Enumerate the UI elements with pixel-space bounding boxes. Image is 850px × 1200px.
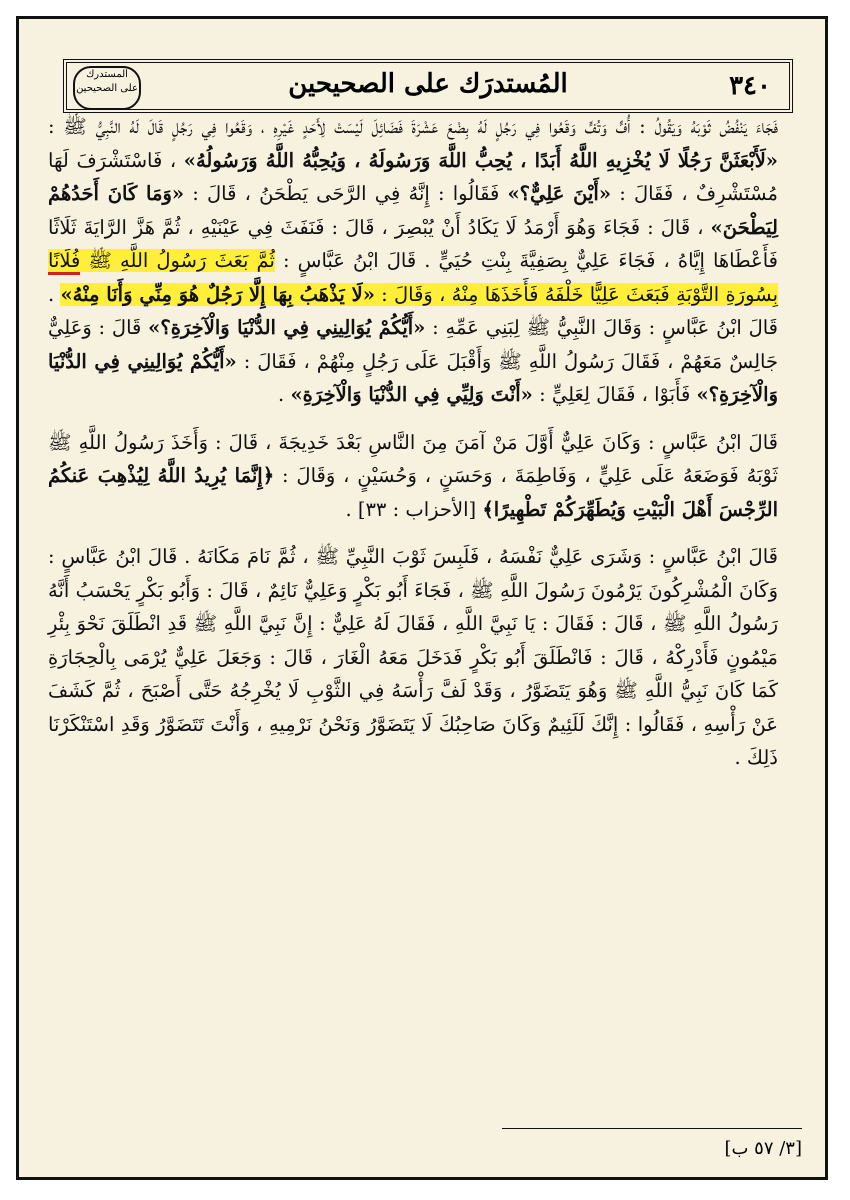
text-span: ، قَالَ : فَجَاءَ وَهُوَ أَرْمَدُ لَا يَكَادُ أَنْ يُبْصِرَ ، قَالَ : فَنَفَثَ فِي عَيْنَيْهِ ، ثُمَّ هَزَّ الرَّايَةَ ثَلَاثًا فَأَعْطَاهَا إِيَّاهُ ، فَجَاءَ عَلِيٌّ بِصَفِيَّةَ بِنْتِ حُيَيٍّ . قَالَ ابْنُ عَبَّاسٍ : — [48, 215, 779, 272]
page-number: ٣٤٠ — [729, 71, 771, 101]
text-span: [الأحزاب : ٣٣] . — [345, 497, 483, 521]
text-span: قَالَ : وَعَلِيٌّ جَالِسٌ مَعَهُمْ ، فَقَالَ رَسُولُ اللَّهِ ﷺ وَأَقْبَلَ عَلَى رَجُلٍ مِنْهُمْ ، فَقَالَ : — [48, 316, 779, 373]
paragraph-3 — [48, 540, 778, 775]
hadith-quote: «وَمَا كَانَ أَحَدُهُمْ لِيَطْحَنَ» — [48, 182, 778, 239]
highlight-text: ثُمَّ بَعَثَ رَسُولُ اللَّهِ ﷺ — [80, 249, 275, 272]
text-span: فَأَبَوْا ، فَقَالَ لِعَلِيٍّ : — [532, 383, 697, 406]
paragraph-1 — [48, 110, 778, 412]
logo-line-2: على الصحيحين — [76, 83, 138, 94]
highlight-text: بِسُورَةِ التَّوْبَةِ فَبَعَثَ عَلِيًّا خَلْفَهُ فَأَخَذَهَا مِنْهُ ، وَقَالَ : — [374, 282, 778, 306]
text-span: فَجَاءَ يَنْفُضُ ثَوْبَهُ وَيَقُولُ : أُفٍّ وَتُفٍّ وَقَعُوا فِي رَجُلٍ لَهُ بِضْعَ عَشْرَةَ فَضَائِلَ لَيْسَتْ لِأَحَدٍ غَيْرِهِ ، وَقَعُوا فِي رَجُلٍ قَالَ لَهُ النَّبِيُّ ﷺ : — [48, 115, 778, 138]
text-span: . قَالَ ابْنُ عَبَّاسٍ : وَقَالَ النَّبِيُّ ﷺ لِبَنِي عَمِّهِ : — [48, 282, 779, 339]
footnote-divider — [502, 1128, 802, 1129]
hadith-quote: «أَيُّكُمْ يُوَالِينِي فِي الدُّنْيَا وَالْآخِرَةِ؟» — [148, 316, 426, 339]
text-span: ، فَاسْتَشْرَفَ لَهَا مُسْتَشْرِفٌ ، فَقَالَ : — [48, 148, 778, 205]
hadith-quote: «أَيُّكُمْ يُوَالِينِي فِي الدُّنْيَا وَالْآخِرَةِ؟» — [48, 349, 778, 406]
hadith-quote: «أَيْنَ عَلِيٌّ؟» — [507, 182, 612, 205]
text-span: قَالَ ابْنُ عَبَّاسٍ : وَكَانَ عَلِيٌّ أَوَّلَ مَنْ آمَنَ مِنَ النَّاسِ بَعْدَ خَدِيجَةَ ، قَالَ : وَأَخَذَ رَسُولُ اللَّهِ ﷺ ثَوْبَهُ فَوَضَعَهُ عَلَى عَلِيٍّ ، وَفَاطِمَةَ ، وَحَسَنٍ ، وَحُسَيْنٍ ، وَقَالَ : — [48, 430, 778, 487]
underlined-word: فُلَانًا — [48, 249, 80, 275]
hadith-quote: «أَنْتَ وَلِيِّي فِي الدُّنْيَا وَالْآخِرَةِ» — [290, 383, 533, 406]
footnote: [٣/ ٥٧ ب] — [724, 1138, 802, 1159]
book-title: المُستدرَك على الصحيحين — [288, 69, 568, 99]
book-logo — [73, 66, 141, 110]
logo-line-1: المستدرك — [86, 69, 128, 80]
page-body — [48, 110, 778, 775]
text-span: قَالَ ابْنُ عَبَّاسٍ : وَشَرَى عَلِيٌّ نَفْسَهُ ، فَلَبِسَ ثَوْبَ النَّبِيِّ ﷺ ، ثُمَّ نَامَ مَكَانَهُ . قَالَ ابْنُ عَبَّاسٍ : وَكَانَ الْمُشْرِكُونَ يَرْمُونَ رَسُولَ اللَّهِ ﷺ ، فَجَاءَ أَبُو بَكْرٍ وَعَلِيٌّ نَائِمٌ ، قَالَ : وَأَبُو بَكْرٍ يَحْسَبُ أَنَّهُ رَسُولُ اللَّهِ ﷺ ، قَالَ : فَقَالَ : يَا نَبِيَّ اللَّهِ ، فَقَالَ لَهُ عَلِيٌّ : إِنَّ نَبِيَّ اللَّهِ ﷺ قَدِ انْطَلَقَ نَحْوَ بِئْرِ مَيْمُونٍ فَأَدْرِكْهُ ، قَالَ : فَانْطَلَقَ أَبُو بَكْرٍ فَدَخَلَ مَعَهُ الْغَارَ ، قَالَ : وَجَعَلَ عَلِيٌّ يُرْمَى بِالْحِجَارَةِ كَمَا كَانَ نَبِيُّ اللَّهِ ﷺ وَهُوَ يَتَضَوَّرُ ، وَقَدْ لَفَّ رَأْسَهُ فِي الثَّوْبِ لَا يُخْرِجُهُ حَتَّى أَصْبَحَ ، ثُمَّ كَشَفَ عَنْ رَأْسِهِ ، فَقَالُوا : إِنَّكَ لَلَئِيمٌ وَكَانَ صَاحِبُكَ لَا يَتَضَوَّرُ وَنَحْنُ نَرْمِيهِ ، وَأَنْتَ تَتَضَوَّرُ وَقَدِ اسْتَنْكَرْنَا ذَلِكَ . — [48, 545, 778, 769]
text-span: فَقَالُوا : إِنَّهُ فِي الرَّحَى يَطْحَنُ ، قَالَ : — [184, 182, 508, 205]
highlighted-quote: «لَا يَذْهَبُ بِهَا إِلَّا رَجُلٌ هُوَ مِنِّي وَأَنَا مِنْهُ» — [60, 282, 375, 306]
text-span: . — [278, 383, 291, 406]
page-header — [63, 59, 793, 113]
paragraph-2 — [48, 426, 778, 527]
hadith-quote: «لَأَبْعَثَنَّ رَجُلًا لَا يُخْزِيهِ اللَّهُ أَبَدًا ، يُحِبُّ اللَّهَ وَرَسُولَهُ ، وَيُحِبُّهُ اللَّهُ وَرَسُولُهُ» — [183, 148, 778, 172]
quran-quote: ﴿إِنَّمَا يُرِيدُ اللَّهُ لِيُذْهِبَ عَنكُمُ الرِّجْسَ أَهْلَ الْبَيْتِ وَيُطَهِّرَكُمْ تَطْهِيرًا﴾ — [48, 464, 778, 521]
